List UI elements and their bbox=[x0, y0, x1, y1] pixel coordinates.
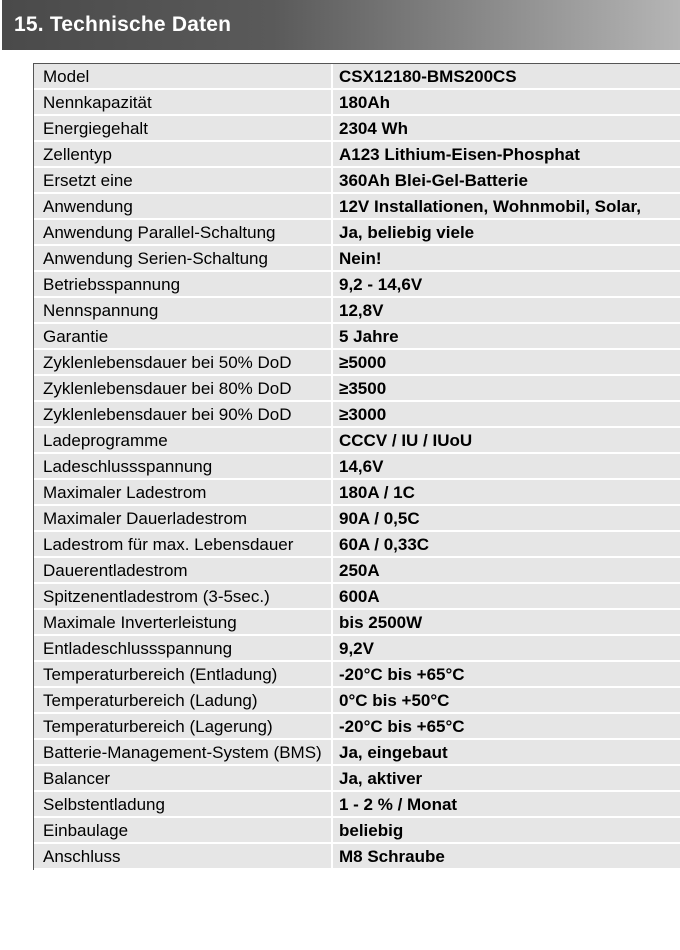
spec-row bbox=[34, 349, 680, 375]
spec-row bbox=[34, 713, 680, 739]
spec-label: Ladeprogramme bbox=[34, 427, 332, 453]
spec-value: Ja, beliebig viele bbox=[332, 219, 680, 245]
spec-label: Ladeschlussspannung bbox=[34, 453, 332, 479]
spec-label: Balancer bbox=[34, 765, 332, 791]
spec-row bbox=[34, 609, 680, 635]
spec-row bbox=[34, 64, 680, 89]
spec-value: 250A bbox=[332, 557, 680, 583]
spec-row bbox=[34, 557, 680, 583]
spec-value: bis 2500W bbox=[332, 609, 680, 635]
spec-value: CSX12180-BMS200CS bbox=[332, 64, 680, 89]
spec-value: 0°C bis +50°C bbox=[332, 687, 680, 713]
spec-value: Ja, aktiver bbox=[332, 765, 680, 791]
spec-row bbox=[34, 115, 680, 141]
spec-value: ≥5000 bbox=[332, 349, 680, 375]
spec-label: Batterie-Management-System (BMS) bbox=[34, 739, 332, 765]
spec-row bbox=[34, 843, 680, 869]
spec-label: Anschluss bbox=[34, 843, 332, 869]
spec-label: Selbstentladung bbox=[34, 791, 332, 817]
spec-row bbox=[34, 453, 680, 479]
spec-value: 180Ah bbox=[332, 89, 680, 115]
spec-value: 2304 Wh bbox=[332, 115, 680, 141]
spec-value: 1 - 2 % / Monat bbox=[332, 791, 680, 817]
section-header bbox=[2, 0, 680, 50]
spec-value: beliebig bbox=[332, 817, 680, 843]
spec-label: Einbaulage bbox=[34, 817, 332, 843]
spec-label: Ersetzt eine bbox=[34, 167, 332, 193]
spec-row bbox=[34, 479, 680, 505]
spec-row bbox=[34, 375, 680, 401]
spec-label: Anwendung bbox=[34, 193, 332, 219]
spec-value: 180A / 1C bbox=[332, 479, 680, 505]
spec-table-body bbox=[34, 64, 680, 869]
spec-label: Temperaturbereich (Entladung) bbox=[34, 661, 332, 687]
spec-row bbox=[34, 141, 680, 167]
spec-label: Zyklenlebensdauer bei 50% DoD bbox=[34, 349, 332, 375]
spec-label: Garantie bbox=[34, 323, 332, 349]
spec-value: 600A bbox=[332, 583, 680, 609]
spec-value: 5 Jahre bbox=[332, 323, 680, 349]
spec-label: Temperaturbereich (Lagerung) bbox=[34, 713, 332, 739]
spec-label: Zellentyp bbox=[34, 141, 332, 167]
spec-row bbox=[34, 89, 680, 115]
spec-label: Temperaturbereich (Ladung) bbox=[34, 687, 332, 713]
spec-value: 14,6V bbox=[332, 453, 680, 479]
spec-row bbox=[34, 817, 680, 843]
spec-row bbox=[34, 323, 680, 349]
spec-row bbox=[34, 167, 680, 193]
spec-row bbox=[34, 297, 680, 323]
spec-value: ≥3000 bbox=[332, 401, 680, 427]
spec-label: Nennkapazität bbox=[34, 89, 332, 115]
spec-row bbox=[34, 401, 680, 427]
spec-value: Ja, eingebaut bbox=[332, 739, 680, 765]
spec-row bbox=[34, 739, 680, 765]
spec-row bbox=[34, 505, 680, 531]
spec-label: Zyklenlebensdauer bei 90% DoD bbox=[34, 401, 332, 427]
spec-value: CCCV / IU / IUoU bbox=[332, 427, 680, 453]
spec-row bbox=[34, 219, 680, 245]
spec-label: Nennspannung bbox=[34, 297, 332, 323]
spec-row bbox=[34, 791, 680, 817]
spec-value: 60A / 0,33C bbox=[332, 531, 680, 557]
spec-label: Ladestrom für max. Lebensdauer bbox=[34, 531, 332, 557]
spec-label: Maximaler Ladestrom bbox=[34, 479, 332, 505]
spec-label: Anwendung Parallel-Schaltung bbox=[34, 219, 332, 245]
spec-row bbox=[34, 635, 680, 661]
spec-row bbox=[34, 193, 680, 219]
spec-row bbox=[34, 271, 680, 297]
spec-label: Energiegehalt bbox=[34, 115, 332, 141]
spec-row bbox=[34, 427, 680, 453]
spec-label: Entladeschlussspannung bbox=[34, 635, 332, 661]
spec-row bbox=[34, 765, 680, 791]
spec-table-container bbox=[33, 63, 680, 870]
spec-label: Anwendung Serien-Schaltung bbox=[34, 245, 332, 271]
spec-value: 9,2 - 14,6V bbox=[332, 271, 680, 297]
spec-value: A123 Lithium-Eisen-Phosphat bbox=[332, 141, 680, 167]
spec-row bbox=[34, 583, 680, 609]
spec-label: Maximale Inverterleistung bbox=[34, 609, 332, 635]
spec-row bbox=[34, 531, 680, 557]
spec-label: Spitzenentladestrom (3-5sec.) bbox=[34, 583, 332, 609]
spec-value: ≥3500 bbox=[332, 375, 680, 401]
section-title: 15. Technische Daten bbox=[14, 13, 232, 36]
spec-row bbox=[34, 661, 680, 687]
spec-label: Dauerentladestrom bbox=[34, 557, 332, 583]
spec-value: M8 Schraube bbox=[332, 843, 680, 869]
spec-value: 360Ah Blei-Gel-Batterie bbox=[332, 167, 680, 193]
spec-label: Zyklenlebensdauer bei 80% DoD bbox=[34, 375, 332, 401]
spec-row bbox=[34, 687, 680, 713]
spec-value: -20°C bis +65°C bbox=[332, 661, 680, 687]
spec-value: 9,2V bbox=[332, 635, 680, 661]
spec-value: 12,8V bbox=[332, 297, 680, 323]
spec-value: -20°C bis +65°C bbox=[332, 713, 680, 739]
spec-table bbox=[34, 64, 680, 870]
spec-label: Maximaler Dauerladestrom bbox=[34, 505, 332, 531]
spec-value: 12V Installationen, Wohnmobil, Solar, bbox=[332, 193, 680, 219]
spec-value: Nein! bbox=[332, 245, 680, 271]
spec-value: 90A / 0,5C bbox=[332, 505, 680, 531]
spec-label: Model bbox=[34, 64, 332, 89]
spec-row bbox=[34, 245, 680, 271]
spec-label: Betriebsspannung bbox=[34, 271, 332, 297]
